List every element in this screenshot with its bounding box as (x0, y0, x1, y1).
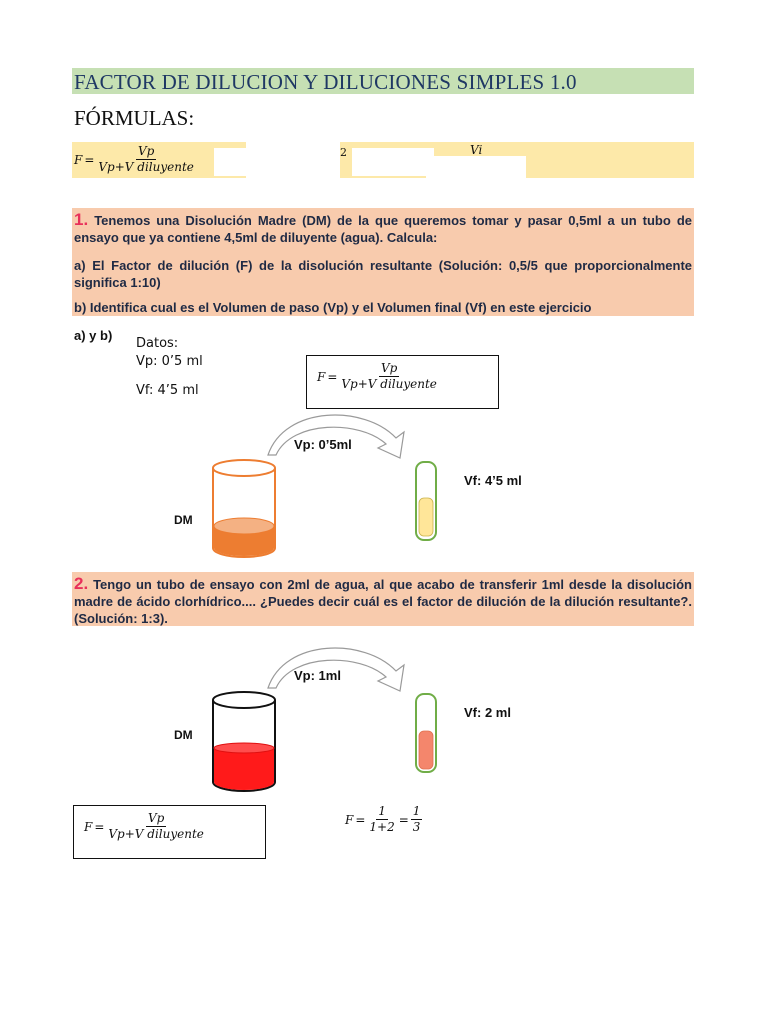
datos-title: Datos: (136, 336, 179, 351)
result-num2: 1 (412, 804, 421, 818)
formula-lhs: F (84, 819, 93, 834)
test-tube-2 (416, 694, 436, 772)
formula-box-2 (73, 805, 266, 859)
page-title: FACTOR DE DILUCION Y DILUCIONES SIMPLES 1.0 (74, 70, 577, 94)
exercise1-intro-text: Tenemos una Disolución Madre (DM) de la que queremos tomar y pasar 0,5ml a un tubo de ensayo que ya contiene 4,5ml de diluyente (agua). Calcula: (74, 213, 692, 245)
exercise2-result (345, 804, 422, 835)
result-den2: 3 (412, 820, 421, 834)
exercise1-beaker-label: DM (174, 513, 193, 527)
exercise2-body: Tengo un tubo de ensayo con 2ml de agua, al que acabo de transferir 1ml desde la disolución madre de ácido clorhídrico.... ¿Puedes decir cuál es el factor de dilución de la dilución resultante?. (Solución: 1:3). (74, 577, 692, 626)
exercise2-arrow-label: Vp: 1ml (294, 668, 341, 683)
exercise1-number: 1. (74, 210, 89, 229)
exercise1-arrow-label: Vp: 0’5ml (294, 437, 352, 452)
formula-denominator: Vp+V diluyente (108, 827, 204, 841)
result-eq2: = (398, 812, 409, 827)
datos-vf: Vf: 4’5 ml (136, 383, 199, 398)
exercise2-number: 2. (74, 574, 89, 593)
result-num1: 1 (378, 804, 386, 818)
formula-denominator: Vp+V diluyente (341, 377, 437, 391)
formula-lhs: F (317, 369, 326, 384)
exercise2-beaker-label: DM (174, 728, 193, 742)
beaker-2 (213, 692, 275, 791)
exercise1-part-a: a) El Factor de dilución (F) de la disolución resultante (Solución: 0,5/5 que proporcionalmente significa 1:10) (74, 258, 692, 290)
result-fraction-2 (411, 804, 423, 835)
result-eq1: = (355, 812, 366, 827)
formula-numerator: Vp (147, 811, 165, 825)
formula-denominator: Vp+V diluyente (98, 160, 194, 174)
test-tube-1 (416, 462, 436, 540)
formula-fragment-right: Vi (470, 143, 483, 157)
formula-fraction (106, 811, 206, 842)
datos-vp: Vp: 0’5 ml (136, 354, 203, 369)
formula-box-2-math (84, 811, 206, 842)
exercise2-tube-label: Vf: 2 ml (464, 705, 511, 720)
formula-eq: = (94, 819, 105, 834)
result-den1: 1+2 (369, 820, 395, 834)
exercise2-text (74, 575, 692, 627)
beaker-1 (213, 460, 275, 557)
formula-numerator: Vp (380, 361, 398, 375)
exercise1-tube-label: Vf: 4’5 ml (464, 473, 522, 488)
formula-lhs: F (74, 152, 83, 167)
formula-numerator: Vp (137, 144, 155, 158)
formula-eq: = (84, 152, 95, 167)
formula-fragment-left: 2 (340, 146, 347, 159)
result-lhs: F (345, 812, 354, 827)
exercise1-part-b: b) Identifica cual es el Volumen de paso (Vp) y el Volumen final (Vf) en este ejercicio (74, 300, 592, 315)
formula-eq: = (327, 369, 338, 384)
formulas-heading: FÓRMULAS: (74, 106, 195, 130)
exercise1-answer-label: a) y b) (74, 328, 113, 343)
result-fraction-1 (367, 804, 396, 835)
